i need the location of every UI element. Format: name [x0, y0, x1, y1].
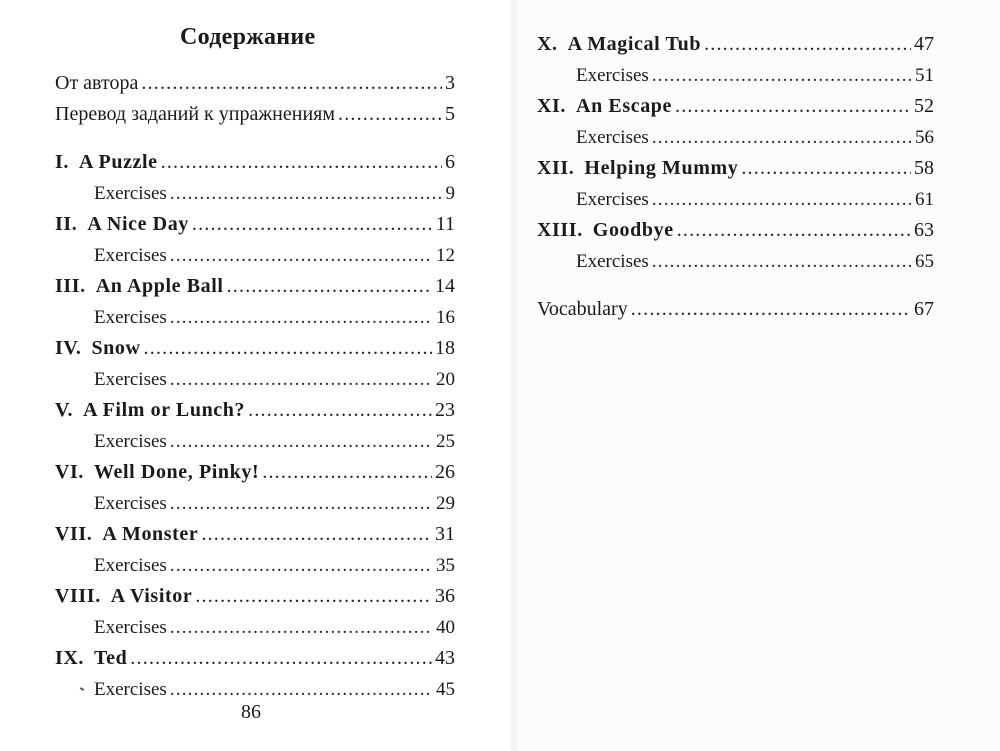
- toc-exercises-13[interactable]: [537, 246, 934, 277]
- chapter-label: [55, 271, 224, 302]
- exercises-label: Exercises: [94, 369, 167, 390]
- page-number: 86: [241, 701, 261, 723]
- chapter-title: A Nice Day: [87, 213, 189, 235]
- chapter-number: XII.: [537, 157, 575, 179]
- toc-chapter-5[interactable]: [55, 395, 455, 426]
- chapter-page: 23: [435, 399, 455, 421]
- chapter-page: 6: [445, 151, 455, 173]
- exercises-page: 29: [436, 493, 455, 514]
- toc-exercises-1[interactable]: [55, 178, 455, 209]
- toc-title: Содержание: [180, 24, 316, 50]
- toc-chapter-6[interactable]: [55, 457, 455, 488]
- toc-exercises-11[interactable]: [537, 122, 934, 153]
- toc-entry-translation[interactable]: [55, 99, 455, 130]
- chapter-title: A Magical Tub: [567, 33, 702, 55]
- vocabulary-page: 67: [914, 298, 934, 320]
- chapter-title: Well Done, Pinky!: [94, 461, 260, 483]
- chapter-label: [55, 643, 127, 674]
- dot-leader: [170, 240, 433, 271]
- chapter-label: [55, 581, 192, 612]
- toc-exercises-3[interactable]: [55, 302, 455, 333]
- chapter-label: [55, 333, 141, 364]
- dot-leader: [195, 581, 432, 612]
- dot-leader: [170, 612, 433, 643]
- toc-list-right: [537, 29, 934, 325]
- toc-entry-page: 3: [445, 72, 455, 94]
- toc-chapter-3[interactable]: [55, 271, 455, 302]
- chapter-number: IX.: [55, 647, 85, 669]
- dot-leader: [170, 674, 433, 705]
- chapter-title: A Visitor: [110, 585, 193, 607]
- dot-leader: [338, 99, 442, 130]
- toc-exercises-6[interactable]: [55, 488, 455, 519]
- chapter-title: Snow: [91, 337, 141, 359]
- chapter-number: XIII.: [537, 219, 583, 241]
- toc-chapter-10[interactable]: [537, 29, 934, 60]
- chapter-title: An Escape: [576, 95, 672, 117]
- dot-leader: [652, 60, 912, 91]
- chapter-number: III.: [55, 275, 86, 297]
- chapter-page: 11: [435, 213, 455, 235]
- dot-leader: [170, 488, 433, 519]
- vocabulary-label: Vocabulary: [537, 298, 628, 320]
- exercises-label: Exercises: [94, 431, 167, 452]
- dot-leader: [677, 215, 911, 246]
- exercises-label: Exercises: [94, 493, 167, 514]
- chapter-page: 52: [914, 95, 934, 117]
- dot-leader: [704, 29, 911, 60]
- exercises-label: Exercises: [94, 617, 167, 638]
- dot-leader: [161, 147, 442, 178]
- chapter-page: 31: [435, 523, 455, 545]
- chapter-number: XI.: [537, 95, 567, 117]
- toc-exercises-10[interactable]: [537, 60, 934, 91]
- chapter-label: [537, 29, 701, 60]
- chapter-label: [537, 91, 672, 122]
- exercises-label: Exercises: [94, 183, 167, 204]
- dot-leader: [170, 426, 433, 457]
- toc-entry-author-note[interactable]: [55, 68, 455, 99]
- chapter-title: Ted: [94, 647, 128, 669]
- exercises-page: 25: [436, 431, 455, 452]
- chapter-page: 26: [435, 461, 455, 483]
- dot-leader: [170, 364, 433, 395]
- toc-exercises-8[interactable]: [55, 612, 455, 643]
- chapter-page: 14: [435, 275, 455, 297]
- dot-leader: [192, 209, 433, 240]
- dot-leader: [741, 153, 911, 184]
- dot-leader: [652, 122, 912, 153]
- chapter-title: A Monster: [102, 523, 199, 545]
- toc-exercises-12[interactable]: [537, 184, 934, 215]
- chapter-title: An Apple Ball: [95, 275, 224, 297]
- exercises-page: 9: [445, 183, 455, 204]
- chapter-number: X.: [537, 33, 558, 55]
- exercises-label: Exercises: [576, 251, 649, 272]
- chapter-title: A Film or Lunch?: [83, 399, 246, 421]
- dot-leader: [141, 68, 442, 99]
- exercises-label: Exercises: [94, 307, 167, 328]
- toc-chapter-7[interactable]: [55, 519, 455, 550]
- toc-entry-vocabulary[interactable]: [537, 294, 934, 325]
- dot-leader: [262, 457, 432, 488]
- dot-leader: [201, 519, 432, 550]
- exercises-label: Exercises: [94, 245, 167, 266]
- toc-exercises-7[interactable]: [55, 550, 455, 581]
- dot-leader: [170, 302, 433, 333]
- chapter-label: [55, 519, 198, 550]
- dot-leader: [675, 91, 911, 122]
- toc-chapter-11[interactable]: [537, 91, 934, 122]
- chapter-title: Goodbye: [592, 219, 674, 241]
- toc-chapter-8[interactable]: [55, 581, 455, 612]
- exercises-label: Exercises: [94, 679, 167, 700]
- chapter-page: 58: [914, 157, 934, 179]
- toc-entry-label: От автора: [55, 72, 139, 94]
- chapter-number: I.: [55, 151, 69, 173]
- exercises-page: 12: [436, 245, 455, 266]
- dot-leader: [248, 395, 432, 426]
- chapter-label: [55, 395, 245, 426]
- chapter-page: 63: [914, 219, 934, 241]
- chapter-number: VII.: [55, 523, 93, 545]
- dot-leader: [170, 178, 443, 209]
- exercises-page: 51: [915, 65, 934, 86]
- dot-leader: [227, 271, 432, 302]
- exercises-page: 16: [436, 307, 455, 328]
- exercises-page: 45: [436, 679, 455, 700]
- exercises-page: 20: [436, 369, 455, 390]
- exercises-label: Exercises: [576, 127, 649, 148]
- dot-leader: [652, 246, 912, 277]
- chapter-page: 36: [435, 585, 455, 607]
- chapter-page: 47: [914, 33, 934, 55]
- toc-exercises-2[interactable]: [55, 240, 455, 271]
- exercises-page: 56: [915, 127, 934, 148]
- chapter-number: VIII.: [55, 585, 101, 607]
- dot-leader: [144, 333, 432, 364]
- toc-chapter-13[interactable]: [537, 215, 934, 246]
- chapter-title: Helping Mummy: [584, 157, 739, 179]
- chapter-label: [537, 215, 674, 246]
- toc-chapter-2[interactable]: [55, 209, 455, 240]
- chapter-label: [55, 209, 189, 240]
- toc-exercises-4[interactable]: [55, 364, 455, 395]
- chapter-label: [55, 147, 158, 178]
- chapter-title: A Puzzle: [78, 151, 158, 173]
- chapter-page: 43: [435, 647, 455, 669]
- chapter-number: IV.: [55, 337, 82, 359]
- toc-exercises-5[interactable]: [55, 426, 455, 457]
- toc-entry-label: Перевод заданий к упражнениям: [55, 103, 335, 125]
- exercises-page: 35: [436, 555, 455, 576]
- toc-list-left: [55, 68, 455, 705]
- dot-leader: [631, 294, 911, 325]
- exercises-label: Exercises: [94, 555, 167, 576]
- toc-chapter-1[interactable]: [55, 147, 455, 178]
- chapter-label: [537, 153, 738, 184]
- toc-chapter-9[interactable]: [55, 643, 455, 674]
- dot-leader: [170, 550, 433, 581]
- chapter-number: V.: [55, 399, 74, 421]
- exercises-page: 65: [915, 251, 934, 272]
- toc-entry-page: 5: [445, 103, 455, 125]
- dot-leader: [130, 643, 432, 674]
- chapter-label: [55, 457, 259, 488]
- dot-leader: [652, 184, 912, 215]
- exercises-page: 61: [915, 189, 934, 210]
- chapter-number: II.: [55, 213, 78, 235]
- chapter-number: VI.: [55, 461, 85, 483]
- exercises-label: Exercises: [576, 65, 649, 86]
- exercises-page: 40: [436, 617, 455, 638]
- chapter-page: 18: [435, 337, 455, 359]
- toc-chapter-12[interactable]: [537, 153, 934, 184]
- exercises-label: Exercises: [576, 189, 649, 210]
- toc-chapter-4[interactable]: [55, 333, 455, 364]
